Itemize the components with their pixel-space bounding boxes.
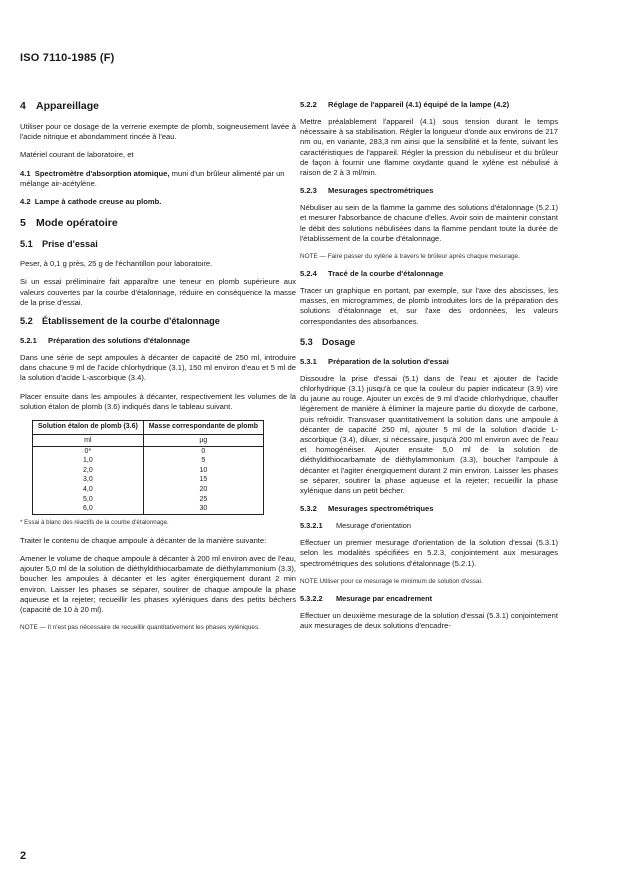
section-4-paragraph-2: Matériel courant de laboratoire, et bbox=[20, 150, 134, 160]
table-cell-volume: 6,0 bbox=[33, 504, 144, 514]
section-5-3-2-2-paragraph: Effectuer un deuxième mesurage de la solution d'essai (5.3.1) conjointement aux mesurages de deux solutions d'encadre- bbox=[300, 610, 558, 631]
document-header: ISO 7110-1985 (F) bbox=[20, 52, 115, 64]
section-5-3-2-1-heading: 5.3.2.1 Mesurage d'orientation bbox=[300, 521, 411, 531]
section-5-1-heading: 5.1 Prise d'essai bbox=[20, 239, 98, 250]
section-5-2-3-heading: 5.2.3 Mesurages spectrométriques bbox=[300, 186, 434, 196]
section-5-2-1-paragraph-2: Placer ensuite dans les ampoules à décanter, respectivement les volumes de la solution étalon de plomb (3.6) indiqués dans le tableau suivant. bbox=[20, 391, 296, 411]
table-cell-mass: 25 bbox=[143, 495, 263, 505]
section-5-3-heading: 5.3 Dosage bbox=[300, 336, 356, 347]
table-footnote: * Essai à blanc des réactifs de la courbe d'étalonnage. bbox=[20, 518, 169, 526]
item-4-2: 4.2 Lampe à cathode creuse au plomb. bbox=[20, 197, 162, 207]
note-xylenic-phases: NOTE — Il n'est pas nécessaire de recueillir quantitativement les phases xyléniques. bbox=[20, 624, 260, 632]
table-row bbox=[33, 485, 264, 495]
section-5-3-2-1-paragraph: Effectuer un premier mesurage d'orientation de la solution d'essai (5.3.1) selon les modalités spécifiées en 5.2.3, conjointement aux mesurages spectrométriques des solutions d'étalonnage (5.2.1). bbox=[300, 538, 558, 568]
table-cell-mass: 10 bbox=[143, 466, 263, 476]
calibration-table bbox=[32, 420, 264, 515]
section-5-2-heading: 5.2 Établissement de la courbe d'étalonnage bbox=[20, 316, 220, 327]
section-5-2-1-paragraph-4: Amener le volume de chaque ampoule à décanter à 200 ml environ avec de l'eau, ajouter 5,0 ml de la solution de diéthyldithiocarbamate de diéthylammonium (3.3), boucher les ampoules à décanter et les agiter énergiquement durant 2 min environ. Laisser les phases se séparer, soutirer de chaque ampoule la phase aqueuse et la rejeter; recueillir les phases xyléniques dans des petits béchers (capacité de 10 à 20 ml). bbox=[20, 553, 296, 614]
note-xylene-burner: NOTE — Faire passer du xylène à travers le brûleur après chaque mesurage. bbox=[300, 253, 520, 261]
table-cell-volume: 2,0 bbox=[33, 466, 144, 476]
page-number: 2 bbox=[20, 850, 27, 862]
section-5-1-paragraph-1: Peser, à 0,1 g près, 25 g de l'échantillon pour laboratoire. bbox=[20, 259, 213, 269]
section-5-2-2-heading: 5.2.2 Réglage de l'appareil (4.1) équipé de la lampe (4.2) bbox=[300, 100, 510, 109]
section-5-2-1-paragraph-3: Traiter le contenu de chaque ampoule à décanter de la manière suivante: bbox=[20, 535, 267, 545]
table-cell-mass: 15 bbox=[143, 475, 263, 485]
table-cell-mass: 20 bbox=[143, 485, 263, 495]
table-cell-volume: 0* bbox=[33, 446, 144, 456]
section-5-2-4-paragraph: Tracer un graphique en portant, par exemple, sur l'axe des abscisses, les masses, en microgrammes, de plomb introduites lors de la préparation des solutions d'étalonnage et, sur l'axe des ordonnées, les valeurs correspondantes des absorbances. bbox=[300, 286, 558, 326]
section-5-3-1-paragraph: Dissoudre la prise d'essai (5.1) dans de l'eau et ajouter de l'acide chlorhydrique (3.1) jusqu'à ce que la couleur du papier indicateur (3.9) vire du jaune au rouge. Ajouter un excès de 9 ml d'acide chlorhydrique, chauffer légèrement de manière à éliminer la majeure partie du dioxyde de carbone, puis refroidir. Transvaser quantitativement la solution dans une ampoule à décanter de capacité 250 ml, ajouter 5 ml de la solution d'acide L-ascorbique (3.4), diluer, si nécessaire, jusqu'à 200 ml environ avec de l'eau et homogénéiser. Ajouter ensuite 5,0 ml de la solution de diéthyldithiocarbamate de diéthylammonium (3.3), boucher l'ampoule à décanter et l'agiter énergiquement durant 2 min environ. Laisser les phases se séparer, soutirer la phase aqueuse et la rejeter; recueillir la phase xylénique dans un petit bécher. bbox=[300, 373, 558, 496]
table-row bbox=[33, 466, 264, 476]
section-4-paragraph-1: Utiliser pour ce dosage de la verrerie exempte de plomb, soigneusement lavée à l'acide nitrique et abondamment rincée à l'eau. bbox=[20, 122, 296, 142]
table-cell-volume: 4,0 bbox=[33, 485, 144, 495]
table-cell-volume: 1,0 bbox=[33, 456, 144, 466]
section-4-heading: 4 Appareillage bbox=[20, 100, 100, 112]
note-minimum-solution: NOTE Utiliser pour ce mesurage le minimum de solution d'essai. bbox=[300, 577, 483, 585]
section-5-2-1-paragraph-1: Dans une série de sept ampoules à décanter de capacité de 250 ml, introduire dans chacune 9 ml de l'acide chlorhydrique (3.1), 150 ml environ d'eau et 5 ml de la solution d'acide L-ascorbique (3.4). bbox=[20, 353, 296, 383]
section-5-3-1-heading: 5.3.1 Préparation de la solution d'essai bbox=[300, 356, 449, 366]
section-5-2-2-paragraph: Mettre préalablement l'appareil (4.1) sous tension durant le temps nécessaire à sa stabilisation. Régler la longueur d'onde aux environs de 217 nm ou, en variante, 283,3 nm ainsi que la sensibilité et la fente, suivant les caractéristiques de l'appareil. Régler la pression du nébuliseur et du brûleur de façon à fournir une flamme oxydante quand le xylène est nébulisé à raison de 2 à 3 ml/min. bbox=[300, 117, 558, 178]
table-row bbox=[33, 446, 264, 456]
section-5-2-3-paragraph: Nébuliser au sein de la flamme la gamme des solutions d'étalonnage (5.2.1) et mesurer l'absorbance de chacune d'elles. Avoir soin de maintenir constant le débit des solutions nébulisées dans la flamme pendant toute la durée de l'établissement de la courbe d'étalonnage. bbox=[300, 203, 558, 243]
table-row bbox=[33, 456, 264, 466]
table-unit-volume: ml bbox=[33, 434, 144, 446]
right-column bbox=[300, 100, 558, 639]
table-header-mass: Masse correspondante de plomb bbox=[143, 421, 263, 435]
table-cell-mass: 30 bbox=[143, 504, 263, 514]
section-5-1-paragraph-2: Si un essai préliminaire fait apparaître une teneur en plomb supérieure aux valeurs couvertes par la courbe d'étalonnage, réduire en conséquence la masse de la prise d'essai. bbox=[20, 277, 296, 307]
table-row bbox=[33, 495, 264, 505]
section-5-3-2-heading: 5.3.2 Mesurages spectrométriques bbox=[300, 504, 434, 514]
section-5-heading: 5 Mode opératoire bbox=[20, 217, 118, 230]
section-5-2-1-heading: 5.2.1 Préparation des solutions d'étalonnage bbox=[20, 336, 190, 346]
item-4-1: 4.1 Spectromètre d'absorption atomique, muni d'un brûleur alimenté par un mélange air-acétylène. bbox=[20, 168, 285, 188]
table-cell-mass: 0 bbox=[143, 446, 263, 456]
left-column bbox=[20, 100, 296, 640]
table-row bbox=[33, 504, 264, 514]
table-row bbox=[33, 475, 264, 485]
table-cell-volume: 5,0 bbox=[33, 495, 144, 505]
table-cell-mass: 5 bbox=[143, 456, 263, 466]
section-5-2-4-heading: 5.2.4 Tracé de la courbe d'étalonnage bbox=[300, 269, 444, 279]
table-cell-volume: 3,0 bbox=[33, 475, 144, 485]
table-header-volume: Solution étalon de plomb (3.6) bbox=[33, 421, 144, 435]
section-5-3-2-2-heading: 5.3.2.2 Mesurage par encadrement bbox=[300, 593, 433, 603]
table-unit-mass: µg bbox=[143, 434, 263, 446]
